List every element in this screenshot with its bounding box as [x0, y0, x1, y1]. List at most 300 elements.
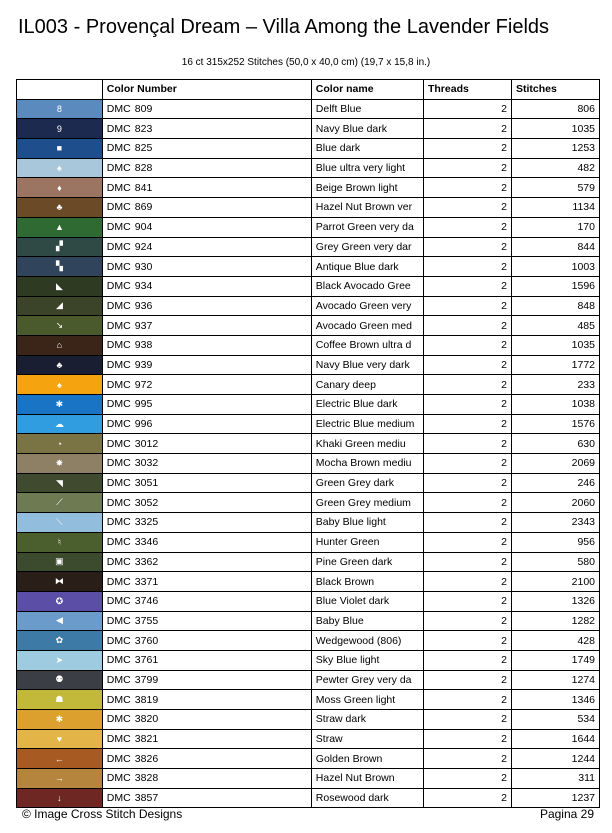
- stitch-symbol: 9: [56, 123, 62, 134]
- threads-cell: 2: [423, 335, 511, 355]
- table-row: [17, 434, 600, 454]
- thread-brand: DMC: [106, 378, 131, 391]
- threads-cell: 2: [423, 611, 511, 631]
- stitch-symbol: ♣: [56, 202, 63, 213]
- color-swatch: [17, 335, 103, 355]
- thread-code: 938: [134, 339, 153, 352]
- color-name-cell: Straw dark: [311, 710, 423, 730]
- color-swatch: [17, 769, 103, 789]
- thread-code: 3799: [134, 673, 159, 686]
- color-swatch: [17, 316, 103, 336]
- threads-cell: 2: [423, 237, 511, 257]
- color-swatch: [17, 99, 103, 119]
- color-name-cell: Pine Green dark: [311, 552, 423, 572]
- table-row: [17, 454, 600, 474]
- thread-legend-table: [16, 79, 600, 808]
- stitch-symbol: ➤: [55, 654, 64, 665]
- color-number-cell: [102, 552, 311, 572]
- thread-brand: DMC: [106, 240, 131, 253]
- color-swatch: [17, 749, 103, 769]
- thread-brand: DMC: [106, 477, 131, 490]
- stitches-cell: 311: [511, 769, 599, 789]
- color-swatch: [17, 513, 103, 533]
- chart-dimensions: 16 ct 315x252 Stitches (50,0 x 40,0 cm) (19,7 x 15,8 in.): [181, 57, 431, 68]
- stitches-cell: 1772: [511, 355, 599, 375]
- table-row: [17, 296, 600, 316]
- color-number-cell: [102, 395, 311, 415]
- color-number-cell: [102, 532, 311, 552]
- stitches-cell: 844: [511, 237, 599, 257]
- stitch-symbol: ⌂: [56, 340, 63, 351]
- table-row: [17, 788, 600, 808]
- table-row: [17, 355, 600, 375]
- stitch-symbol: ←: [54, 753, 64, 764]
- color-number-cell: [102, 119, 311, 139]
- page-title: IL003 - Provençal Dream – Villa Among the Lavender Fields: [18, 16, 550, 38]
- color-number-cell: [102, 710, 311, 730]
- stitches-cell: 1346: [511, 690, 599, 710]
- thread-code: 3819: [134, 693, 159, 706]
- color-number-cell: [102, 513, 311, 533]
- threads-cell: 2: [423, 198, 511, 218]
- thread-brand: DMC: [106, 536, 131, 549]
- color-name-cell: Baby Blue: [311, 611, 423, 631]
- color-number-cell: [102, 335, 311, 355]
- table-row: [17, 198, 600, 218]
- color-name-cell: Hazel Nut Brown: [311, 769, 423, 789]
- threads-cell: 2: [423, 493, 511, 513]
- thread-code: 996: [134, 418, 153, 431]
- color-swatch: [17, 296, 103, 316]
- color-swatch: [17, 572, 103, 592]
- stitches-cell: 1134: [511, 198, 599, 218]
- threads-cell: 2: [423, 454, 511, 474]
- color-name-cell: Green Grey medium: [311, 493, 423, 513]
- color-number-cell: [102, 650, 311, 670]
- color-number-cell: [102, 690, 311, 710]
- thread-brand: DMC: [106, 496, 131, 509]
- stitches-cell: 1253: [511, 139, 599, 159]
- thread-brand: DMC: [106, 555, 131, 568]
- color-swatch: [17, 198, 103, 218]
- color-name-cell: Avocado Green med: [311, 316, 423, 336]
- stitches-cell: 1035: [511, 335, 599, 355]
- thread-brand: DMC: [106, 398, 131, 411]
- color-swatch: [17, 355, 103, 375]
- threads-cell: 2: [423, 139, 511, 159]
- header-stitches: Stitches: [511, 80, 599, 100]
- stitch-symbol: ↘: [55, 320, 64, 331]
- thread-brand: DMC: [106, 752, 131, 765]
- color-swatch: [17, 158, 103, 178]
- thread-brand: DMC: [106, 299, 131, 312]
- color-swatch: [17, 276, 103, 296]
- table-row: [17, 670, 600, 690]
- color-name-cell: Delft Blue: [311, 99, 423, 119]
- thread-code: 3371: [134, 575, 159, 588]
- thread-code: 3761: [134, 654, 159, 667]
- table-row: [17, 375, 600, 395]
- color-number-cell: [102, 729, 311, 749]
- color-swatch: [17, 395, 103, 415]
- table-row: [17, 769, 600, 789]
- stitch-symbol: ⚉: [55, 674, 64, 685]
- threads-cell: 2: [423, 572, 511, 592]
- stitches-cell: 1244: [511, 749, 599, 769]
- thread-code: 3857: [134, 792, 159, 805]
- stitches-cell: 170: [511, 217, 599, 237]
- thread-code: 924: [134, 240, 153, 253]
- thread-brand: DMC: [106, 575, 131, 588]
- table-row: [17, 335, 600, 355]
- color-name-cell: Straw: [311, 729, 423, 749]
- thread-brand: DMC: [106, 713, 131, 726]
- stitches-cell: 1644: [511, 729, 599, 749]
- stitch-symbol: ✿: [55, 635, 64, 646]
- thread-brand: DMC: [106, 418, 131, 431]
- thread-brand: DMC: [106, 280, 131, 293]
- thread-brand: DMC: [106, 339, 131, 352]
- color-number-cell: [102, 198, 311, 218]
- threads-cell: 2: [423, 631, 511, 651]
- threads-cell: 2: [423, 749, 511, 769]
- table-row: [17, 572, 600, 592]
- thread-code: 937: [134, 319, 153, 332]
- stitch-symbol: ✸: [55, 457, 64, 468]
- stitch-symbol: ✪: [55, 595, 64, 606]
- table-row: [17, 119, 600, 139]
- table-row: [17, 473, 600, 493]
- thread-code: 3826: [134, 752, 159, 765]
- copyright-notice: © Image Cross Stitch Designs: [22, 807, 183, 821]
- color-number-cell: [102, 316, 311, 336]
- thread-code: 3746: [134, 595, 159, 608]
- stitches-cell: 485: [511, 316, 599, 336]
- thread-brand: DMC: [106, 772, 131, 785]
- table-row: [17, 237, 600, 257]
- table-row: [17, 178, 600, 198]
- stitch-symbol: ◔: [56, 438, 63, 449]
- table-row: [17, 257, 600, 277]
- table-row: [17, 749, 600, 769]
- color-name-cell: Wedgewood (806): [311, 631, 423, 651]
- color-number-cell: [102, 375, 311, 395]
- color-swatch: [17, 217, 103, 237]
- thread-code: 3032: [134, 457, 159, 470]
- thread-brand: DMC: [106, 733, 131, 746]
- color-name-cell: Navy Blue very dark: [311, 355, 423, 375]
- threads-cell: 2: [423, 434, 511, 454]
- color-swatch: [17, 710, 103, 730]
- stitches-cell: 1326: [511, 591, 599, 611]
- thread-brand: DMC: [106, 181, 131, 194]
- stitch-symbol: ▚: [55, 261, 63, 272]
- color-number-cell: [102, 670, 311, 690]
- thread-code: 972: [134, 378, 153, 391]
- thread-code: 904: [134, 221, 153, 234]
- stitches-cell: 1035: [511, 119, 599, 139]
- thread-code: 3051: [134, 477, 159, 490]
- color-number-cell: [102, 473, 311, 493]
- threads-cell: 2: [423, 710, 511, 730]
- table-row: [17, 650, 600, 670]
- thread-brand: DMC: [106, 201, 131, 214]
- threads-cell: 2: [423, 532, 511, 552]
- threads-cell: 2: [423, 788, 511, 808]
- color-name-cell: Grey Green very dar: [311, 237, 423, 257]
- stitch-symbol: ▣: [55, 556, 64, 567]
- thread-brand: DMC: [106, 792, 131, 805]
- table-row: [17, 217, 600, 237]
- threads-cell: 2: [423, 414, 511, 434]
- thread-code: 869: [134, 201, 153, 214]
- table-row: [17, 591, 600, 611]
- thread-brand: DMC: [106, 457, 131, 470]
- thread-code: 3012: [134, 437, 159, 450]
- thread-code: 3820: [134, 713, 159, 726]
- table-row: [17, 631, 600, 651]
- thread-brand: DMC: [106, 358, 131, 371]
- color-swatch: [17, 690, 103, 710]
- thread-brand: DMC: [106, 595, 131, 608]
- thread-brand: DMC: [106, 673, 131, 686]
- stitch-symbol: ◣: [55, 280, 63, 291]
- color-name-cell: Mocha Brown mediu: [311, 454, 423, 474]
- header-symbol: [17, 80, 103, 100]
- table-row: [17, 552, 600, 572]
- thread-code: 3346: [134, 536, 159, 549]
- threads-cell: 2: [423, 650, 511, 670]
- stitch-symbol: ◢: [55, 300, 63, 311]
- color-number-cell: [102, 454, 311, 474]
- color-swatch: [17, 670, 103, 690]
- color-name-cell: Golden Brown: [311, 749, 423, 769]
- threads-cell: 2: [423, 690, 511, 710]
- stitches-cell: 482: [511, 158, 599, 178]
- thread-brand: DMC: [106, 693, 131, 706]
- stitch-symbol: ▲: [54, 222, 64, 233]
- color-name-cell: Khaki Green mediu: [311, 434, 423, 454]
- color-number-cell: [102, 769, 311, 789]
- table-row: [17, 690, 600, 710]
- stitches-cell: 2069: [511, 454, 599, 474]
- color-number-cell: [102, 749, 311, 769]
- stitch-symbol: ♥: [56, 734, 63, 745]
- stitch-symbol: ♮: [57, 536, 61, 547]
- stitch-symbol: 8: [56, 104, 62, 115]
- stitch-symbol: ♠: [57, 163, 62, 174]
- color-name-cell: Moss Green light: [311, 690, 423, 710]
- color-swatch: [17, 434, 103, 454]
- color-name-cell: Hunter Green: [311, 532, 423, 552]
- table-header-row: [17, 80, 600, 100]
- thread-code: 3821: [134, 733, 159, 746]
- color-number-cell: [102, 631, 311, 651]
- color-name-cell: Avocado Green very: [311, 296, 423, 316]
- stitches-cell: 1282: [511, 611, 599, 631]
- stitches-cell: 580: [511, 552, 599, 572]
- color-number-cell: [102, 591, 311, 611]
- color-swatch: [17, 139, 103, 159]
- table-row: [17, 139, 600, 159]
- stitch-symbol: ▞: [55, 241, 63, 252]
- color-swatch: [17, 788, 103, 808]
- color-name-cell: Electric Blue dark: [311, 395, 423, 415]
- color-swatch: [17, 454, 103, 474]
- color-number-cell: [102, 276, 311, 296]
- thread-brand: DMC: [106, 142, 131, 155]
- color-name-cell: Rosewood dark: [311, 788, 423, 808]
- table-row: [17, 276, 600, 296]
- color-name-cell: Blue dark: [311, 139, 423, 159]
- color-name-cell: Green Grey dark: [311, 473, 423, 493]
- color-number-cell: [102, 257, 311, 277]
- color-number-cell: [102, 434, 311, 454]
- threads-cell: 2: [423, 395, 511, 415]
- stitches-cell: 2343: [511, 513, 599, 533]
- thread-code: 823: [134, 122, 153, 135]
- thread-code: 995: [134, 398, 153, 411]
- thread-brand: DMC: [106, 319, 131, 332]
- stitch-symbol: ⟍: [56, 516, 63, 527]
- stitches-cell: 1038: [511, 395, 599, 415]
- stitches-cell: 534: [511, 710, 599, 730]
- thread-brand: DMC: [106, 437, 131, 450]
- stitch-symbol: →: [54, 773, 64, 784]
- color-number-cell: [102, 611, 311, 631]
- stitches-cell: 630: [511, 434, 599, 454]
- thread-code: 825: [134, 142, 153, 155]
- threads-cell: 2: [423, 158, 511, 178]
- color-name-cell: Blue ultra very light: [311, 158, 423, 178]
- table-row: [17, 493, 600, 513]
- thread-code: 939: [134, 358, 153, 371]
- color-name-cell: Baby Blue light: [311, 513, 423, 533]
- color-swatch: [17, 237, 103, 257]
- thread-brand: DMC: [106, 634, 131, 647]
- table-row: [17, 532, 600, 552]
- threads-cell: 2: [423, 375, 511, 395]
- stitch-symbol: ☁: [54, 418, 64, 429]
- thread-code: 809: [134, 103, 153, 116]
- stitch-symbol: ■: [56, 143, 63, 154]
- threads-cell: 2: [423, 296, 511, 316]
- color-number-cell: [102, 296, 311, 316]
- color-swatch: [17, 178, 103, 198]
- thread-brand: DMC: [106, 614, 131, 627]
- color-swatch: [17, 611, 103, 631]
- thread-code: 3760: [134, 634, 159, 647]
- stitch-symbol: ⟋: [56, 497, 63, 508]
- color-name-cell: Pewter Grey very da: [311, 670, 423, 690]
- stitches-cell: 1576: [511, 414, 599, 434]
- table-row: [17, 395, 600, 415]
- stitch-symbol: ◀: [55, 615, 63, 626]
- color-swatch: [17, 532, 103, 552]
- table-row: [17, 99, 600, 119]
- threads-cell: 2: [423, 119, 511, 139]
- color-name-cell: Electric Blue medium: [311, 414, 423, 434]
- color-swatch: [17, 473, 103, 493]
- stitch-symbol: ✱: [55, 713, 64, 724]
- header-color-number: Color Number: [102, 80, 311, 100]
- thread-brand: DMC: [106, 516, 131, 529]
- color-number-cell: [102, 572, 311, 592]
- threads-cell: 2: [423, 316, 511, 336]
- stitches-cell: 806: [511, 99, 599, 119]
- color-swatch: [17, 631, 103, 651]
- thread-code: 3755: [134, 614, 159, 627]
- threads-cell: 2: [423, 473, 511, 493]
- stitches-cell: 1274: [511, 670, 599, 690]
- table-row: [17, 316, 600, 336]
- color-name-cell: Black Avocado Gree: [311, 276, 423, 296]
- thread-code: 3362: [134, 555, 159, 568]
- thread-brand: DMC: [106, 260, 131, 273]
- color-name-cell: Beige Brown light: [311, 178, 423, 198]
- thread-brand: DMC: [106, 103, 131, 116]
- color-number-cell: [102, 178, 311, 198]
- color-name-cell: Black Brown: [311, 572, 423, 592]
- color-swatch: [17, 375, 103, 395]
- stitches-cell: 2060: [511, 493, 599, 513]
- color-number-cell: [102, 788, 311, 808]
- header-threads: Threads: [423, 80, 511, 100]
- thread-code: 828: [134, 162, 153, 175]
- stitches-cell: 246: [511, 473, 599, 493]
- stitches-cell: 956: [511, 532, 599, 552]
- color-number-cell: [102, 158, 311, 178]
- color-name-cell: Blue Violet dark: [311, 591, 423, 611]
- color-number-cell: [102, 355, 311, 375]
- thread-brand: DMC: [106, 162, 131, 175]
- table-row: [17, 710, 600, 730]
- thread-code: 3052: [134, 496, 159, 509]
- table-row: [17, 513, 600, 533]
- thread-code: 3828: [134, 772, 159, 785]
- stitches-cell: 1003: [511, 257, 599, 277]
- color-swatch: [17, 414, 103, 434]
- threads-cell: 2: [423, 769, 511, 789]
- color-name-cell: Antique Blue dark: [311, 257, 423, 277]
- stitch-symbol: ☗: [55, 694, 64, 705]
- color-number-cell: [102, 237, 311, 257]
- stitch-symbol: ♦: [57, 182, 62, 193]
- stitch-symbol: ◥: [55, 477, 63, 488]
- thread-brand: DMC: [106, 654, 131, 667]
- color-name-cell: Coffee Brown ultra d: [311, 335, 423, 355]
- table-row: [17, 158, 600, 178]
- stitch-symbol: ✱: [55, 398, 64, 409]
- thread-code: 936: [134, 299, 153, 312]
- color-name-cell: Navy Blue dark: [311, 119, 423, 139]
- threads-cell: 2: [423, 355, 511, 375]
- threads-cell: 2: [423, 217, 511, 237]
- thread-code: 3325: [134, 516, 159, 529]
- threads-cell: 2: [423, 513, 511, 533]
- stitches-cell: 1237: [511, 788, 599, 808]
- threads-cell: 2: [423, 257, 511, 277]
- color-swatch: [17, 119, 103, 139]
- color-name-cell: Canary deep: [311, 375, 423, 395]
- table-row: [17, 414, 600, 434]
- stitch-symbol: ♠: [57, 379, 62, 390]
- threads-cell: 2: [423, 276, 511, 296]
- thread-code: 841: [134, 181, 153, 194]
- stitches-cell: 1596: [511, 276, 599, 296]
- color-swatch: [17, 591, 103, 611]
- thread-brand: DMC: [106, 221, 131, 234]
